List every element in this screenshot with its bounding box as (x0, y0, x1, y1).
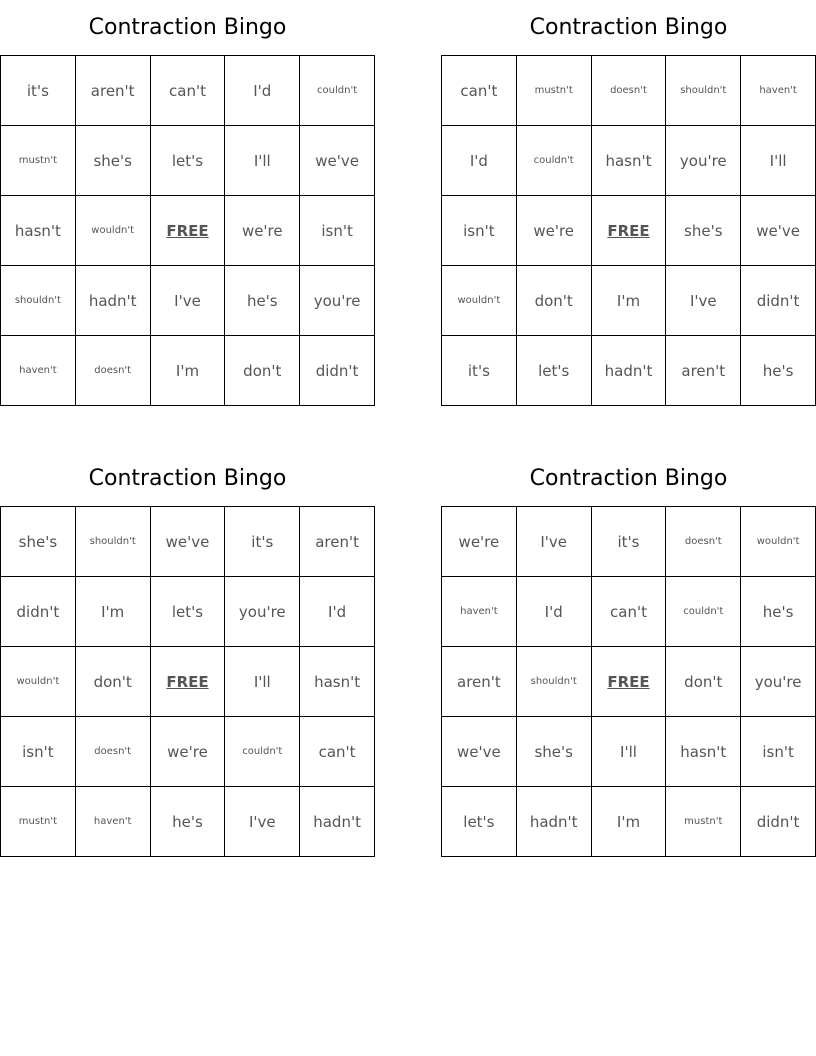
bingo-cell: didn't (741, 787, 816, 857)
bingo-cell: it's (1, 56, 76, 126)
bingo-cell: isn't (442, 196, 517, 266)
bingo-cell: he's (225, 266, 300, 336)
bingo-cell: it's (592, 507, 667, 577)
free-space-cell: FREE (592, 647, 667, 717)
bingo-cell: I'm (592, 787, 667, 857)
bingo-cell: mustn't (1, 126, 76, 196)
bingo-cell: shouldn't (1, 266, 76, 336)
bingo-cell: shouldn't (517, 647, 592, 717)
bingo-cell: we're (225, 196, 300, 266)
bingo-card-1 (0, 0, 375, 406)
bingo-cell: didn't (300, 336, 375, 406)
free-space-cell: FREE (151, 647, 226, 717)
bingo-cell: we've (741, 196, 816, 266)
free-space-cell: FREE (151, 196, 226, 266)
bingo-card-2 (441, 0, 816, 406)
bingo-cell: we've (300, 126, 375, 196)
bingo-cell: couldn't (666, 577, 741, 647)
bingo-cell: it's (442, 336, 517, 406)
bingo-cell: she's (666, 196, 741, 266)
bingo-cell: I'd (225, 56, 300, 126)
bingo-cell: shouldn't (76, 507, 151, 577)
card-title: Contraction Bingo (88, 15, 287, 40)
bingo-cell: haven't (442, 577, 517, 647)
bingo-card-3 (0, 451, 375, 857)
bingo-cell: haven't (76, 787, 151, 857)
bingo-cell: hasn't (1, 196, 76, 266)
bingo-cell: I've (151, 266, 226, 336)
bingo-cell: she's (76, 126, 151, 196)
bingo-cell: mustn't (666, 787, 741, 857)
bingo-cell: let's (151, 126, 226, 196)
bingo-cell: I'll (225, 647, 300, 717)
bingo-cell: let's (151, 577, 226, 647)
bingo-cell: he's (741, 336, 816, 406)
bingo-cell: isn't (300, 196, 375, 266)
bingo-cell: we've (442, 717, 517, 787)
free-space-cell: FREE (592, 196, 667, 266)
bingo-cell: can't (442, 56, 517, 126)
bingo-cell: isn't (741, 717, 816, 787)
bingo-cell: didn't (741, 266, 816, 336)
bingo-cell: couldn't (300, 56, 375, 126)
bingo-cell: hadn't (592, 336, 667, 406)
bingo-cell: we've (151, 507, 226, 577)
card-title: Contraction Bingo (88, 466, 287, 491)
bingo-cell: hasn't (592, 126, 667, 196)
bingo-cell: wouldn't (442, 266, 517, 336)
bingo-cell: can't (592, 577, 667, 647)
bingo-cell: couldn't (225, 717, 300, 787)
bingo-cell: hadn't (76, 266, 151, 336)
bingo-cell: we're (151, 717, 226, 787)
bingo-cell: I'd (517, 577, 592, 647)
bingo-cell: I've (517, 507, 592, 577)
bingo-cell: he's (741, 577, 816, 647)
bingo-cell: couldn't (517, 126, 592, 196)
bingo-cell: aren't (666, 336, 741, 406)
bingo-cell: you're (225, 577, 300, 647)
bingo-cell: mustn't (517, 56, 592, 126)
bingo-cell: wouldn't (76, 196, 151, 266)
bingo-cell: let's (442, 787, 517, 857)
bingo-cell: she's (517, 717, 592, 787)
bingo-cell: doesn't (76, 336, 151, 406)
bingo-cell: don't (517, 266, 592, 336)
bingo-cell: you're (300, 266, 375, 336)
bingo-cell: I'm (592, 266, 667, 336)
bingo-cell: wouldn't (741, 507, 816, 577)
bingo-cell: aren't (442, 647, 517, 717)
bingo-cell: she's (1, 507, 76, 577)
bingo-cell: can't (300, 717, 375, 787)
bingo-cell: I'll (225, 126, 300, 196)
bingo-cell: can't (151, 56, 226, 126)
bingo-cell: we're (442, 507, 517, 577)
bingo-cell: doesn't (592, 56, 667, 126)
bingo-cell: don't (666, 647, 741, 717)
bingo-cell: aren't (300, 507, 375, 577)
bingo-cell: you're (741, 647, 816, 717)
bingo-cell: wouldn't (1, 647, 76, 717)
bingo-cell: we're (517, 196, 592, 266)
bingo-cell: shouldn't (666, 56, 741, 126)
bingo-cell: hadn't (517, 787, 592, 857)
bingo-cell: I'd (442, 126, 517, 196)
bingo-grid (0, 506, 375, 857)
bingo-cell: didn't (1, 577, 76, 647)
bingo-cell: hasn't (666, 717, 741, 787)
bingo-cell: you're (666, 126, 741, 196)
bingo-cell: hasn't (300, 647, 375, 717)
card-title: Contraction Bingo (529, 15, 728, 40)
bingo-cell: don't (76, 647, 151, 717)
bingo-cell: he's (151, 787, 226, 857)
bingo-cell: aren't (76, 56, 151, 126)
bingo-cell: isn't (1, 717, 76, 787)
bingo-cell: hadn't (300, 787, 375, 857)
bingo-cell: I've (666, 266, 741, 336)
bingo-cell: I'll (741, 126, 816, 196)
bingo-cell: haven't (1, 336, 76, 406)
bingo-grid (441, 55, 816, 406)
bingo-cell: doesn't (666, 507, 741, 577)
bingo-cell: it's (225, 507, 300, 577)
bingo-card-4 (441, 451, 816, 857)
bingo-cell: doesn't (76, 717, 151, 787)
bingo-cell: haven't (741, 56, 816, 126)
bingo-cell: I'm (151, 336, 226, 406)
bingo-cell: I've (225, 787, 300, 857)
bingo-grid (441, 506, 816, 857)
bingo-cell: I'll (592, 717, 667, 787)
bingo-cell: mustn't (1, 787, 76, 857)
bingo-cell: don't (225, 336, 300, 406)
bingo-cell: let's (517, 336, 592, 406)
bingo-cell: I'm (76, 577, 151, 647)
bingo-cell: I'd (300, 577, 375, 647)
bingo-grid (0, 55, 375, 406)
card-title: Contraction Bingo (529, 466, 728, 491)
